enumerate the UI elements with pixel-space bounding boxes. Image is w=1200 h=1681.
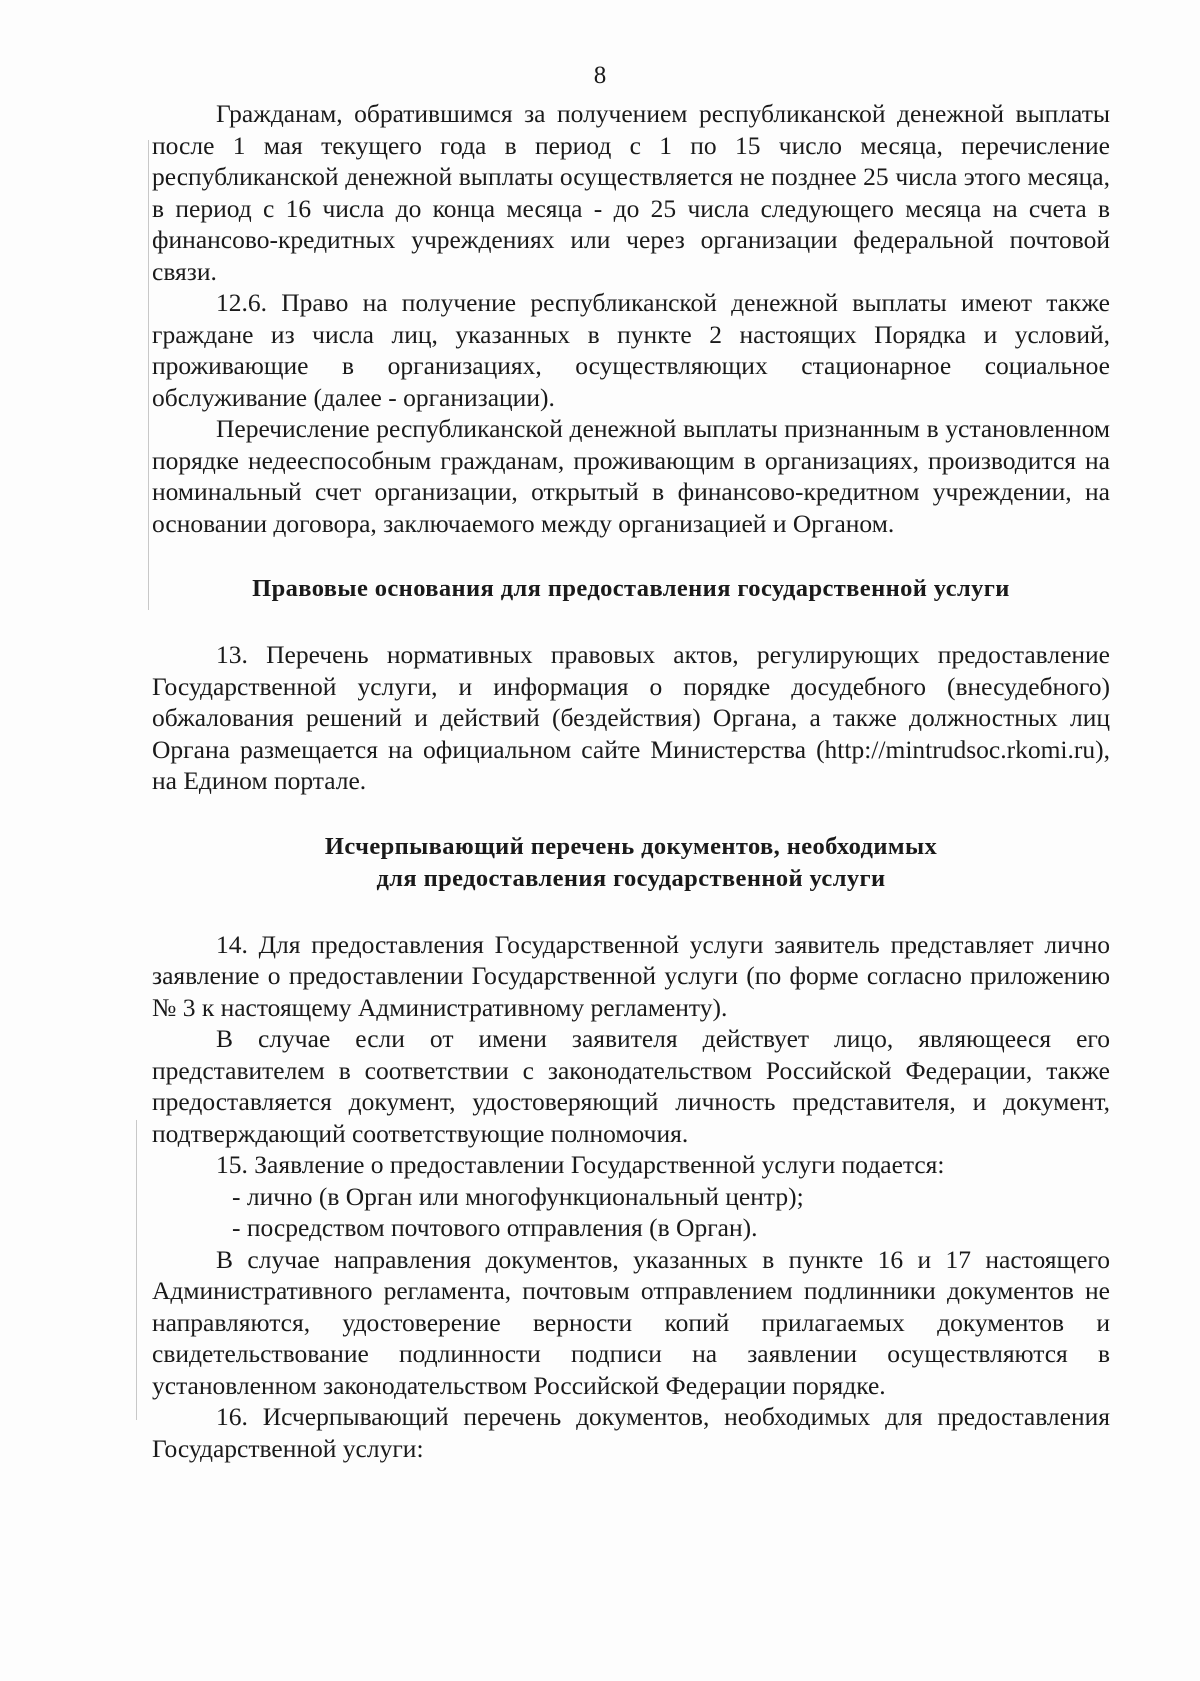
list-item-by-mail: - посредством почтового отправления (в Орган). bbox=[232, 1213, 758, 1242]
spacer bbox=[152, 797, 1110, 831]
section-heading-legal-basis: Правовые основания для предоставления государственной услуги bbox=[252, 575, 1010, 602]
section-heading-documents-line2: для предоставления государственной услуги bbox=[376, 864, 886, 892]
spacer bbox=[152, 895, 1110, 929]
paragraph-13: 13. Перечень нормативных правовых актов, регулирующих предоставление Государственной услуги, и информация о порядке досудебного (внесудебного) обжалования решений и действий (бездействия) Органа, а также должностных лиц Органа размещается на официальном сайте Министерства (http://mintrudsoc.rkomi.ru), на Едином портале. bbox=[152, 640, 1110, 795]
paragraph-16: 16. Исчерпывающий перечень документов, необходимых для предоставления Государственной услуги: bbox=[152, 1402, 1110, 1463]
paragraph-mail-documents: В случае направления документов, указанных в пункте 16 и 17 настоящего Административного регламента, почтовым отправлением подлинники документов не направляются, удостоверение верности копий прилагаемых документов и свидетельствование подлинности подписи на заявлении осуществляются в установленном законодательством Российской Федерации порядке. bbox=[152, 1244, 1110, 1400]
scan-artifact-line bbox=[136, 1120, 137, 1420]
spacer bbox=[152, 605, 1110, 639]
paragraph-12-6: 12.6. Право на получение республиканской денежной выплаты имеют также граждане из числа лиц, указанных в пункте 2 настоящих Порядка и условий, проживающие в организациях, осуществляющих стационарное социальное обслуживание (далее - организации). bbox=[152, 288, 1110, 412]
paragraph-representative: В случае если от имени заявителя действует лицо, являющееся его представителем в соответствии с законодательством Российской Федерации, также предоставляется документ, удостоверяющий личность представителя, и документ, подтверждающий соответствующие полномочия. bbox=[152, 1024, 1110, 1148]
paragraph-15: 15. Заявление о предоставлении Государственной услуги подается: bbox=[216, 1150, 945, 1179]
page-number: 8 bbox=[593, 62, 607, 89]
spacer bbox=[152, 539, 1110, 573]
paragraph-14: 14. Для предоставления Государственной услуги заявитель представляет лично заявление о предоставлении Государственной услуги (по форме согласно приложению № 3 к настоящему Административному регламенту). bbox=[152, 929, 1110, 1022]
paragraph-transfer-incapable: Перечисление республиканской денежной выплаты признанным в установленном порядке недееспособным гражданам, проживающим в организациях, производится на номинальный счет организации, открытый в финансово-кредитном учреждении, на основании договора, заключаемого между организацией и Органом. bbox=[152, 414, 1110, 538]
paragraph-payment-after-may: Гражданам, обратившимся за получением республиканской денежной выплаты после 1 мая текущего года в период с 1 по 15 число месяца, перечисление республиканской денежной выплаты осуществляется не позднее 25 числа этого месяца, в период с 16 числа до конца месяца - до 25 числа следующего месяца на счета в финансово-кредитных учреждениях или через организации федеральной почтовой связи. bbox=[152, 99, 1110, 286]
scan-artifact-line bbox=[148, 140, 149, 610]
section-heading-documents-line1: Исчерпывающий перечень документов, необходимых bbox=[324, 832, 938, 860]
list-item-in-person: - лично (в Орган или многофункциональный центр); bbox=[232, 1181, 804, 1211]
document-body bbox=[152, 98, 1110, 1464]
